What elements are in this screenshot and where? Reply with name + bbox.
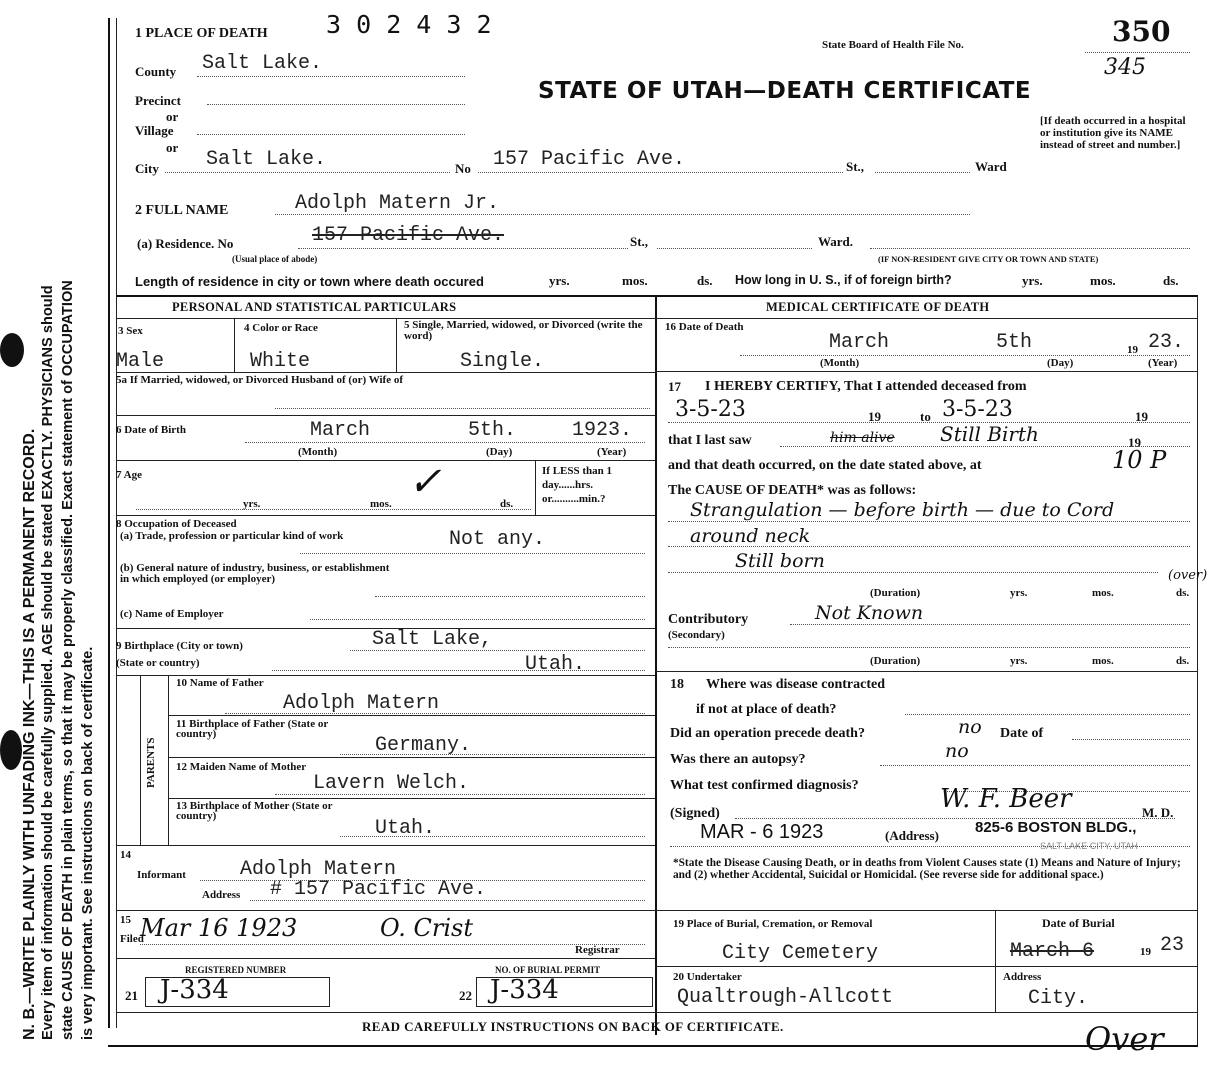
occupation-b: (b) General nature of industry, business, or establishment in which employed (or employer) (120, 562, 390, 585)
residence-label: (a) Residence. No (137, 236, 234, 251)
physician-address-2: SALT LAKE CITY, UTAH (1040, 841, 1138, 851)
birthplace-label: 9 Birthplace (City or town) (116, 640, 243, 652)
marital-label: 5 Single, Married, widowed, or Divorced (write the word) (404, 319, 643, 342)
duration1-yrs: yrs. (1010, 587, 1028, 599)
mother-label: 12 Maiden Name of Mother (176, 761, 307, 773)
age-mark: ✓ (408, 459, 442, 505)
burial-permit-number: J-334 (490, 975, 559, 1005)
secondary-label: (Secondary) (668, 629, 725, 641)
death-day: 5th (996, 331, 1033, 354)
city-value: Salt Lake. (206, 148, 327, 171)
sign-date-stamp: MAR - 6 1923 (700, 821, 824, 843)
undertaker-address: City. (1028, 987, 1089, 1010)
autopsy-label: Was there an autopsy? (670, 752, 806, 767)
nonresident-note: (IF NON-RESIDENT GIVE CITY OR TOWN AND STATE) (878, 254, 1099, 264)
dob-year-caption: (Year) (597, 446, 627, 458)
father-birthplace-label: 11 Birthplace of Father (State or country) (176, 718, 329, 740)
dob-day: 5th. (468, 419, 517, 442)
over-note: Over (1085, 1020, 1164, 1058)
death-day-caption: (Day) (1047, 357, 1074, 369)
color-value: White (250, 350, 311, 373)
filed-number: 15 (120, 914, 131, 926)
certificate-title: STATE OF UTAH—DEATH CERTIFICATE (538, 78, 1032, 104)
burial-year-prefix: 19 (1140, 946, 1151, 958)
sex-label: 3 Sex (118, 325, 143, 337)
age-label: 7 Age (116, 469, 142, 481)
contracted-label: Where was disease contracted (706, 677, 885, 692)
sex-value: Male (116, 350, 165, 373)
margin-line-1: N. B.—WRITE PLAINLY WITH UNFADING INK—THIS IS A PERMANENT RECORD. (21, 428, 38, 1040)
burial-permit-label: NO. OF BURIAL PERMIT (495, 965, 601, 975)
county-label: County (135, 64, 177, 79)
burial-date: March 6 (1010, 940, 1095, 963)
parents-label: PARENTS (145, 737, 157, 788)
to-year-prefix: 19 (1135, 409, 1148, 424)
street-no-label: No (455, 161, 471, 176)
left-border (108, 18, 110, 1028)
cause-label: The CAUSE OF DEATH* was as follows: (668, 483, 917, 498)
date-of-label: Date of (1000, 726, 1044, 741)
death-year: 23. (1148, 331, 1185, 354)
last-saw-value: Still Birth (940, 422, 1039, 446)
stamp-number: 3 0 2 4 3 2 (326, 10, 492, 39)
filed-label: Filed (120, 933, 144, 945)
footnote: *State the Disease Causing Death, or in deaths from Violent Causes state (1) Means and Nature of Injury; and (2) whether Accidental, Suicidal or Homicidal. (See reverse side for additional space.) (673, 857, 1181, 881)
filed-value: Mar 16 1923 (140, 914, 298, 942)
ink-blot-bottom (0, 730, 22, 770)
age-yrs: yrs. (243, 498, 261, 510)
death-month: March (829, 331, 890, 354)
permit-prefix: 22 (459, 988, 472, 1003)
contracted-label-2: if not at place of death? (696, 702, 837, 717)
margin-line-2: Every item of information should be carefully supplied. AGE should be stated EXACTLY. PHYSICIANS should (40, 285, 56, 1040)
death-month-caption: (Month) (820, 357, 860, 369)
marital-value: Single. (460, 350, 545, 373)
duration2-mos: mos. (1092, 655, 1114, 667)
foreign-mos: mos. (1090, 273, 1116, 288)
attended-from: 3-5-23 (675, 397, 746, 422)
less-than-label: If LESS than 1 day......hrs. or..........min.? (542, 465, 613, 505)
occupation-a: (a) Trade, profession or particular kind of work (120, 530, 344, 542)
foreign-yrs: yrs. (1022, 273, 1043, 288)
city-label: City (135, 161, 159, 176)
or-1: or (166, 109, 179, 124)
file-label: State Board of Health File No. (822, 39, 964, 51)
age-mos: mos. (370, 498, 392, 510)
from-year-prefix: 19 (868, 409, 881, 424)
full-name-value: Adolph Matern Jr. (295, 192, 500, 215)
operation-value: no (958, 716, 982, 738)
birthplace-state-label: (State or country) (116, 657, 200, 669)
father-label: 10 Name of Father (176, 677, 264, 689)
residence-st-label: St., (630, 234, 649, 249)
foreign-ds: ds. (1163, 273, 1179, 288)
personal-heading: PERSONAL AND STATISTICAL PARTICULARS (172, 300, 457, 314)
duration-label-1: (Duration) (870, 587, 921, 599)
length-yrs: yrs. (549, 273, 570, 288)
duration-label-2: (Duration) (870, 655, 921, 667)
occupation-value: Not any. (449, 528, 546, 551)
burial-place: City Cemetery (722, 942, 879, 965)
contributory-value: Not Known (815, 602, 924, 624)
date-of-death-label: 16 Date of Death (665, 321, 744, 333)
read-instructions: READ CAREFULLY INSTRUCTIONS ON BACK OF CERTIFICATE. (362, 1019, 784, 1034)
mother-birthplace: Utah. (375, 817, 436, 840)
undertaker-address-label: Address (1003, 971, 1042, 983)
duration2-ds: ds. (1176, 655, 1190, 667)
occurred-label: and that death occurred, on the date stated above, at (668, 458, 982, 473)
dob-year: 1923. (572, 419, 633, 442)
registrar-label: Registrar (575, 944, 620, 956)
burial-place-label: 19 Place of Burial, Cremation, or Removal (673, 918, 873, 930)
medical-heading: MEDICAL CERTIFICATE OF DEATH (766, 300, 990, 314)
residence-value: 157 Pacific Ave. (312, 224, 505, 247)
birthplace-city: Salt Lake, (372, 628, 493, 651)
registered-prefix: 21 (125, 988, 138, 1003)
or-2: or (166, 140, 179, 155)
mother-value: Lavern Welch. (313, 772, 470, 795)
question-18-number: 18 (670, 677, 684, 692)
father-birthplace: Germany. (375, 734, 472, 757)
death-year-caption: (Year) (1148, 357, 1178, 369)
mother-birthplace-label: 13 Birthplace of Mother (State or country) (176, 800, 333, 822)
full-name-label: 2 FULL NAME (135, 203, 229, 218)
dob-day-caption: (Day) (486, 446, 513, 458)
length-residence-label: Length of residence in city or town where death occured (135, 274, 484, 289)
village-label: Village (135, 123, 174, 138)
employer-label: (c) Name of Employer (120, 608, 224, 620)
ink-blot-top (0, 333, 24, 367)
informant-number: 14 (120, 849, 131, 861)
md-label: M. D. (1142, 805, 1174, 820)
st-label: St., (846, 159, 865, 174)
county-value: Salt Lake. (202, 52, 323, 75)
him-alive: him alive (830, 430, 895, 446)
death-time: 10 P (1112, 446, 1167, 474)
color-label: 4 Color or Race (244, 322, 318, 334)
margin-line-3: state CAUSE OF DEATH in plain terms, so that it may be properly classified. Exact statement of OCCUPATION (60, 280, 76, 1040)
burial-date-label: Date of Burial (1042, 916, 1115, 930)
bottom-border (108, 1045, 1198, 1047)
occupation-label: 8 Occupation of Deceased (116, 518, 237, 530)
registered-number-label: REGISTERED NUMBER (185, 965, 287, 975)
duration1-ds: ds. (1176, 587, 1190, 599)
birthplace-state: Utah. (525, 653, 586, 676)
informant-label: Informant (137, 869, 186, 881)
informant-address-label: Address (202, 889, 241, 901)
spouse-label: 5a If Married, widowed, or Divorced Husband of (or) Wife of (116, 374, 404, 386)
contributory-label: Contributory (668, 612, 749, 627)
dob-month-caption: (Month) (298, 446, 338, 458)
margin-line-4: is very important. See instructions on back of certificate. (80, 646, 96, 1040)
foreign-label: How long in U. S., if of foreign birth? (735, 273, 952, 287)
signed-label: (Signed) (670, 806, 720, 821)
street-value: 157 Pacific Ave. (493, 148, 686, 171)
age-ds: ds. (500, 498, 514, 510)
residence-ward-label: Ward. (818, 234, 854, 249)
death-year-prefix: 19 (1127, 344, 1138, 356)
informant-value: Adolph Matern (240, 858, 397, 881)
length-mos: mos. (622, 273, 648, 288)
ward-label: Ward (975, 159, 1007, 174)
length-ds: ds. (697, 273, 713, 288)
registered-number: J-334 (160, 975, 229, 1005)
registrar-signature: O. Crist (380, 914, 473, 942)
hospital-note: [If death occurred in a hospital or institution give its NAME instead of street and number.] (1040, 115, 1186, 151)
margin-note-over: (over) (1168, 568, 1208, 583)
cause-line-3: Still born (735, 550, 825, 572)
informant-address: # 157 Pacific Ave. (270, 878, 487, 901)
autopsy-value: no (945, 740, 969, 762)
section-top-line (116, 295, 1198, 297)
place-of-death-label: 1 PLACE OF DEATH (135, 26, 268, 41)
burial-year: 23 (1160, 934, 1185, 957)
cause-line-1: Strangulation — before birth — due to Cord (690, 499, 1115, 521)
father-value: Adolph Matern (283, 692, 440, 715)
certify-text: I HEREBY CERTIFY, That I attended deceased from (705, 379, 1027, 394)
certify-number: 17 (668, 379, 681, 394)
physician-address: 825-6 BOSTON BLDG., (975, 819, 1137, 836)
dob-label: 6 Date of Birth (116, 424, 186, 436)
precinct-label: Precinct (135, 93, 181, 108)
test-label: What test confirmed diagnosis? (670, 778, 859, 793)
duration1-mos: mos. (1092, 587, 1114, 599)
to-label: to (920, 409, 931, 424)
undertaker-value: Qualtrough-Allcott (677, 986, 894, 1009)
attended-to: 3-5-23 (942, 397, 1013, 422)
address-label: (Address) (885, 828, 939, 843)
last-saw-year-prefix: 19 (1128, 435, 1141, 450)
last-saw-label: that I last saw (668, 433, 752, 448)
file-number: 350 (1112, 15, 1171, 48)
center-divider (655, 295, 657, 1035)
abode-note: (Usual place of abode) (232, 254, 318, 264)
cause-line-2: around neck (690, 525, 811, 547)
operation-label: Did an operation precede death? (670, 726, 865, 741)
undertaker-label: 20 Undertaker (673, 971, 742, 983)
duration2-yrs: yrs. (1010, 655, 1028, 667)
physician-signature: W. F. Beer (940, 784, 1072, 814)
dob-month: March (310, 419, 371, 442)
file-number-alt: 345 (1104, 55, 1146, 80)
